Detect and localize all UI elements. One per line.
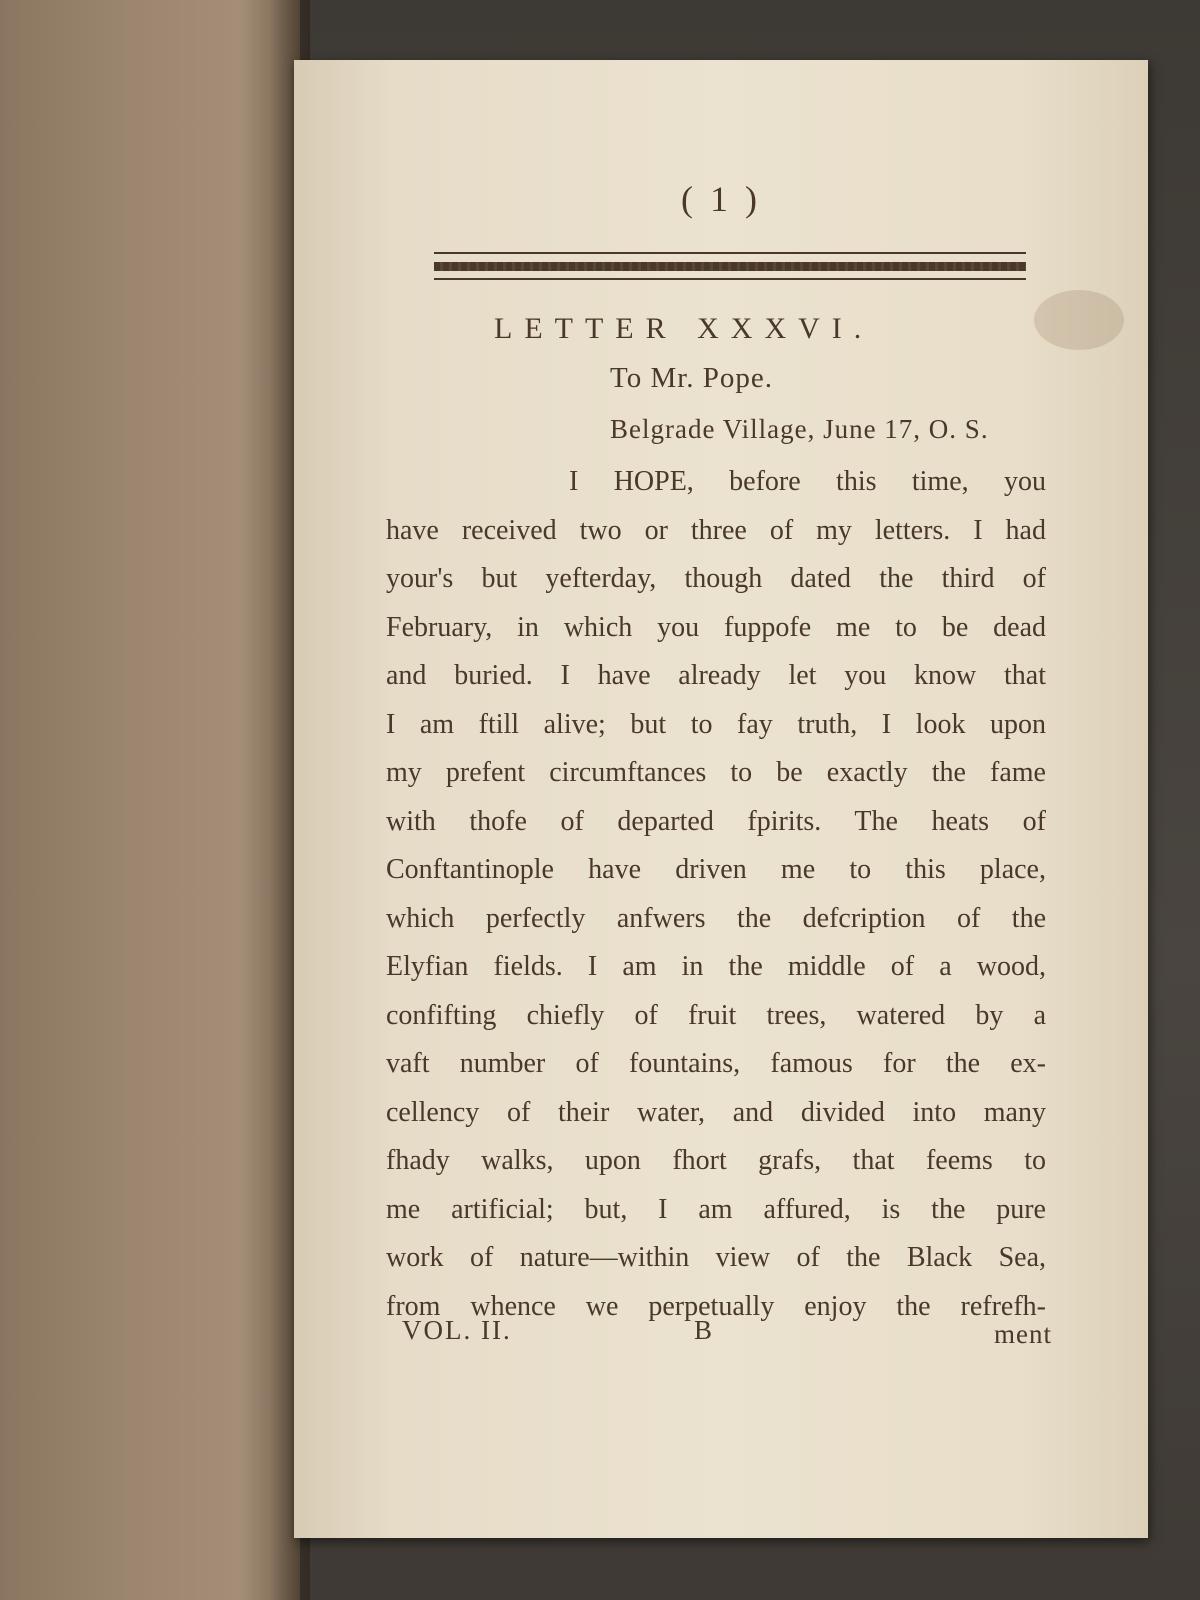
right-page: [294, 60, 1148, 1538]
text-line: me artificial; but, I am affured, is the pure: [386, 1193, 1046, 1225]
text-line: fhady walks, upon fhort grafs, that feems to: [386, 1145, 1046, 1176]
text-line: vaft number of fountains, famous for the ex-: [386, 1048, 1046, 1079]
text-line: your's but yefterday, though dated the third of: [386, 563, 1046, 594]
text-line: cellency of their water, and divided into many: [386, 1096, 1046, 1128]
signature-mark: B: [694, 1315, 713, 1345]
page-footer: [402, 1315, 1052, 1355]
left-page: [0, 0, 300, 1600]
text-line: I HOPE, before this time, you: [569, 466, 1046, 497]
header-rule-thick: [434, 262, 1026, 271]
letter-body: [386, 458, 1046, 1331]
text-line: I am ftill alive; but to fay truth, I look upon: [386, 708, 1046, 740]
text-line: with thofe of departed fpirits. The heats of: [386, 805, 1046, 837]
text-line: work of nature—within view of the Black Sea,: [386, 1242, 1046, 1273]
text-line: from whence we perpetually enjoy the refrefh-: [386, 1290, 1046, 1322]
dateline: Belgrade Village, June 17, O. S.: [610, 414, 989, 444]
text-line: have received two or three of my letters. I had: [386, 514, 1046, 546]
header-rule-top: [434, 252, 1026, 254]
text-line: Elyfian fields. I am in the middle of a wood,: [386, 951, 1046, 982]
page-number: ( 1 ): [681, 179, 761, 219]
header-rule-bottom: [434, 278, 1026, 280]
text-line: February, in which you fuppofe me to be dead: [386, 611, 1046, 643]
volume-mark: VOL. II.: [402, 1315, 512, 1345]
addressee: To Mr. Pope.: [610, 362, 774, 394]
catchword: ment: [994, 1319, 1052, 1349]
text-line: which perfectly anfwers the defcription of the: [386, 902, 1046, 934]
text-line: and buried. I have already let you know that: [386, 660, 1046, 691]
letter-heading: LETTER XXXVI.: [494, 312, 874, 345]
text-line: confifting chiefly of fruit trees, watered by a: [386, 999, 1046, 1031]
text-line: Conftantinople have driven me to this place,: [386, 854, 1046, 885]
text-line: my prefent circumftances to be exactly the fame: [386, 757, 1046, 788]
